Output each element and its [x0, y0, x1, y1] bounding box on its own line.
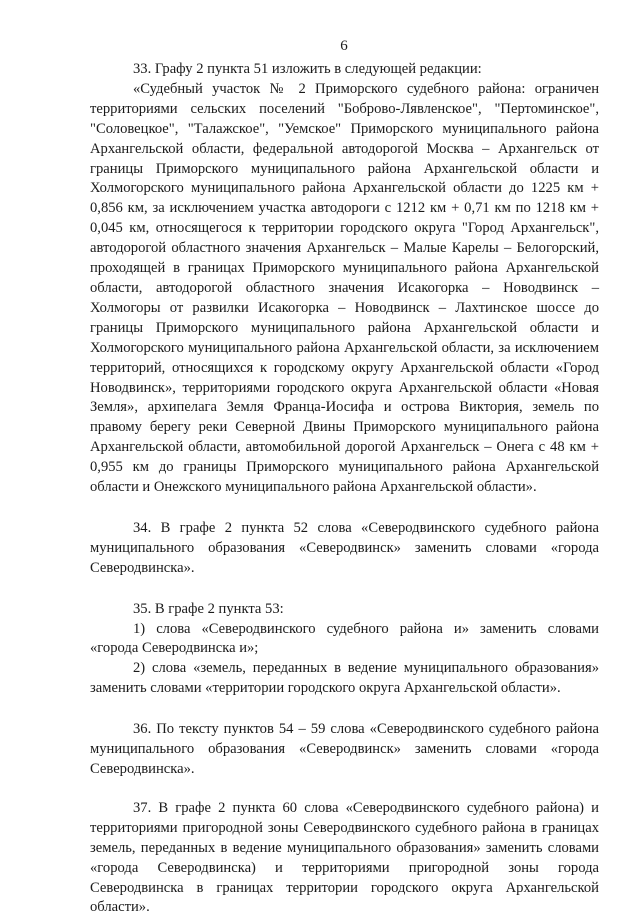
- paragraph-33-body: «Судебный участок № 2 Приморского судебного района: ограничен территориями сельских поселений "Боброво-Лявленское", "Пертоминское", "Соловецкое", "Талажское", "Уемское" Приморского муниципального района Архангельской области, федеральной автодорогой Москва – Архангельск от границы Приморского муниципального района Архангельской области и Холмогорского муниципального района Архангельской области до 1225 км + 0,856 км, за исключением участка автодороги с 1212 км + 0,71 км по 1218 км + 0,045 км, относящегося к территории городского округа "Город Архангельск", автодорогой областного значения Архангельск – Малые Карелы – Белогорский, проходящей в границах Приморского муниципального района Архангельской области, автодорогой областного значения Исакогорка – Новодвинск – Холмогоры от развилки Исакогорка – Новодвинск – Лахтинское шоссе до границы Приморского муниципального района Архангельской области и Холмогорского муниципального района Архангельской области, за исключением территорий, относящихся к городскому округу Архангельской области «Город Новодвинск», территориями городского округа Архангельской области «Новая Земля», архипелага Земля Франца-Иосифа и острова Виктория, земель по правому берегу реки Северной Двины Приморского муниципального района Архангельской области, автомобильной дорогой Архангельск – Онега с 48 км + 0,955 км до границы Приморского муниципального района Архангельской области и Онежского муниципального района Архангельской области».: [90, 80, 599, 496]
- paragraph-34: 34. В графе 2 пункта 52 слова «Северодвинского судебного района муниципального образования «Северодвинск» заменить словами «города Северодвинска».: [90, 519, 599, 576]
- paragraph-35-item-2: 2) слова «земель, переданных в ведение муниципального образования» заменить словами «территории городского округа Архангельской области».: [90, 660, 599, 697]
- document-body: [90, 60, 599, 918]
- paragraph-33-heading: 33. Графу 2 пункта 51 изложить в следующей редакции:: [133, 61, 482, 77]
- paragraph-35-item-1: 1) слова «Северодвинского судебного района и» заменить словами «города Северодвинска и»;: [90, 620, 599, 657]
- page-number: 6: [340, 38, 348, 54]
- paragraph-36: 36. По тексту пунктов 54 – 59 слова «Северодвинского судебного района муниципального образования «Северодвинск» заменить словами «города Северодвинска».: [90, 721, 599, 777]
- paragraph-37: 37. В графе 2 пункта 60 слова «Северодвинского судебного района) и территориями пригородной зоны Северодвинского судебного района в границах земель, переданных в ведение муниципального образования» заменить словами «города Северодвинска) и территориями пригородной зоны города Северодвинска в границах территории городского округа Архангельской области».: [90, 799, 599, 916]
- paragraph-35-heading: 35. В графе 2 пункта 53:: [133, 600, 284, 617]
